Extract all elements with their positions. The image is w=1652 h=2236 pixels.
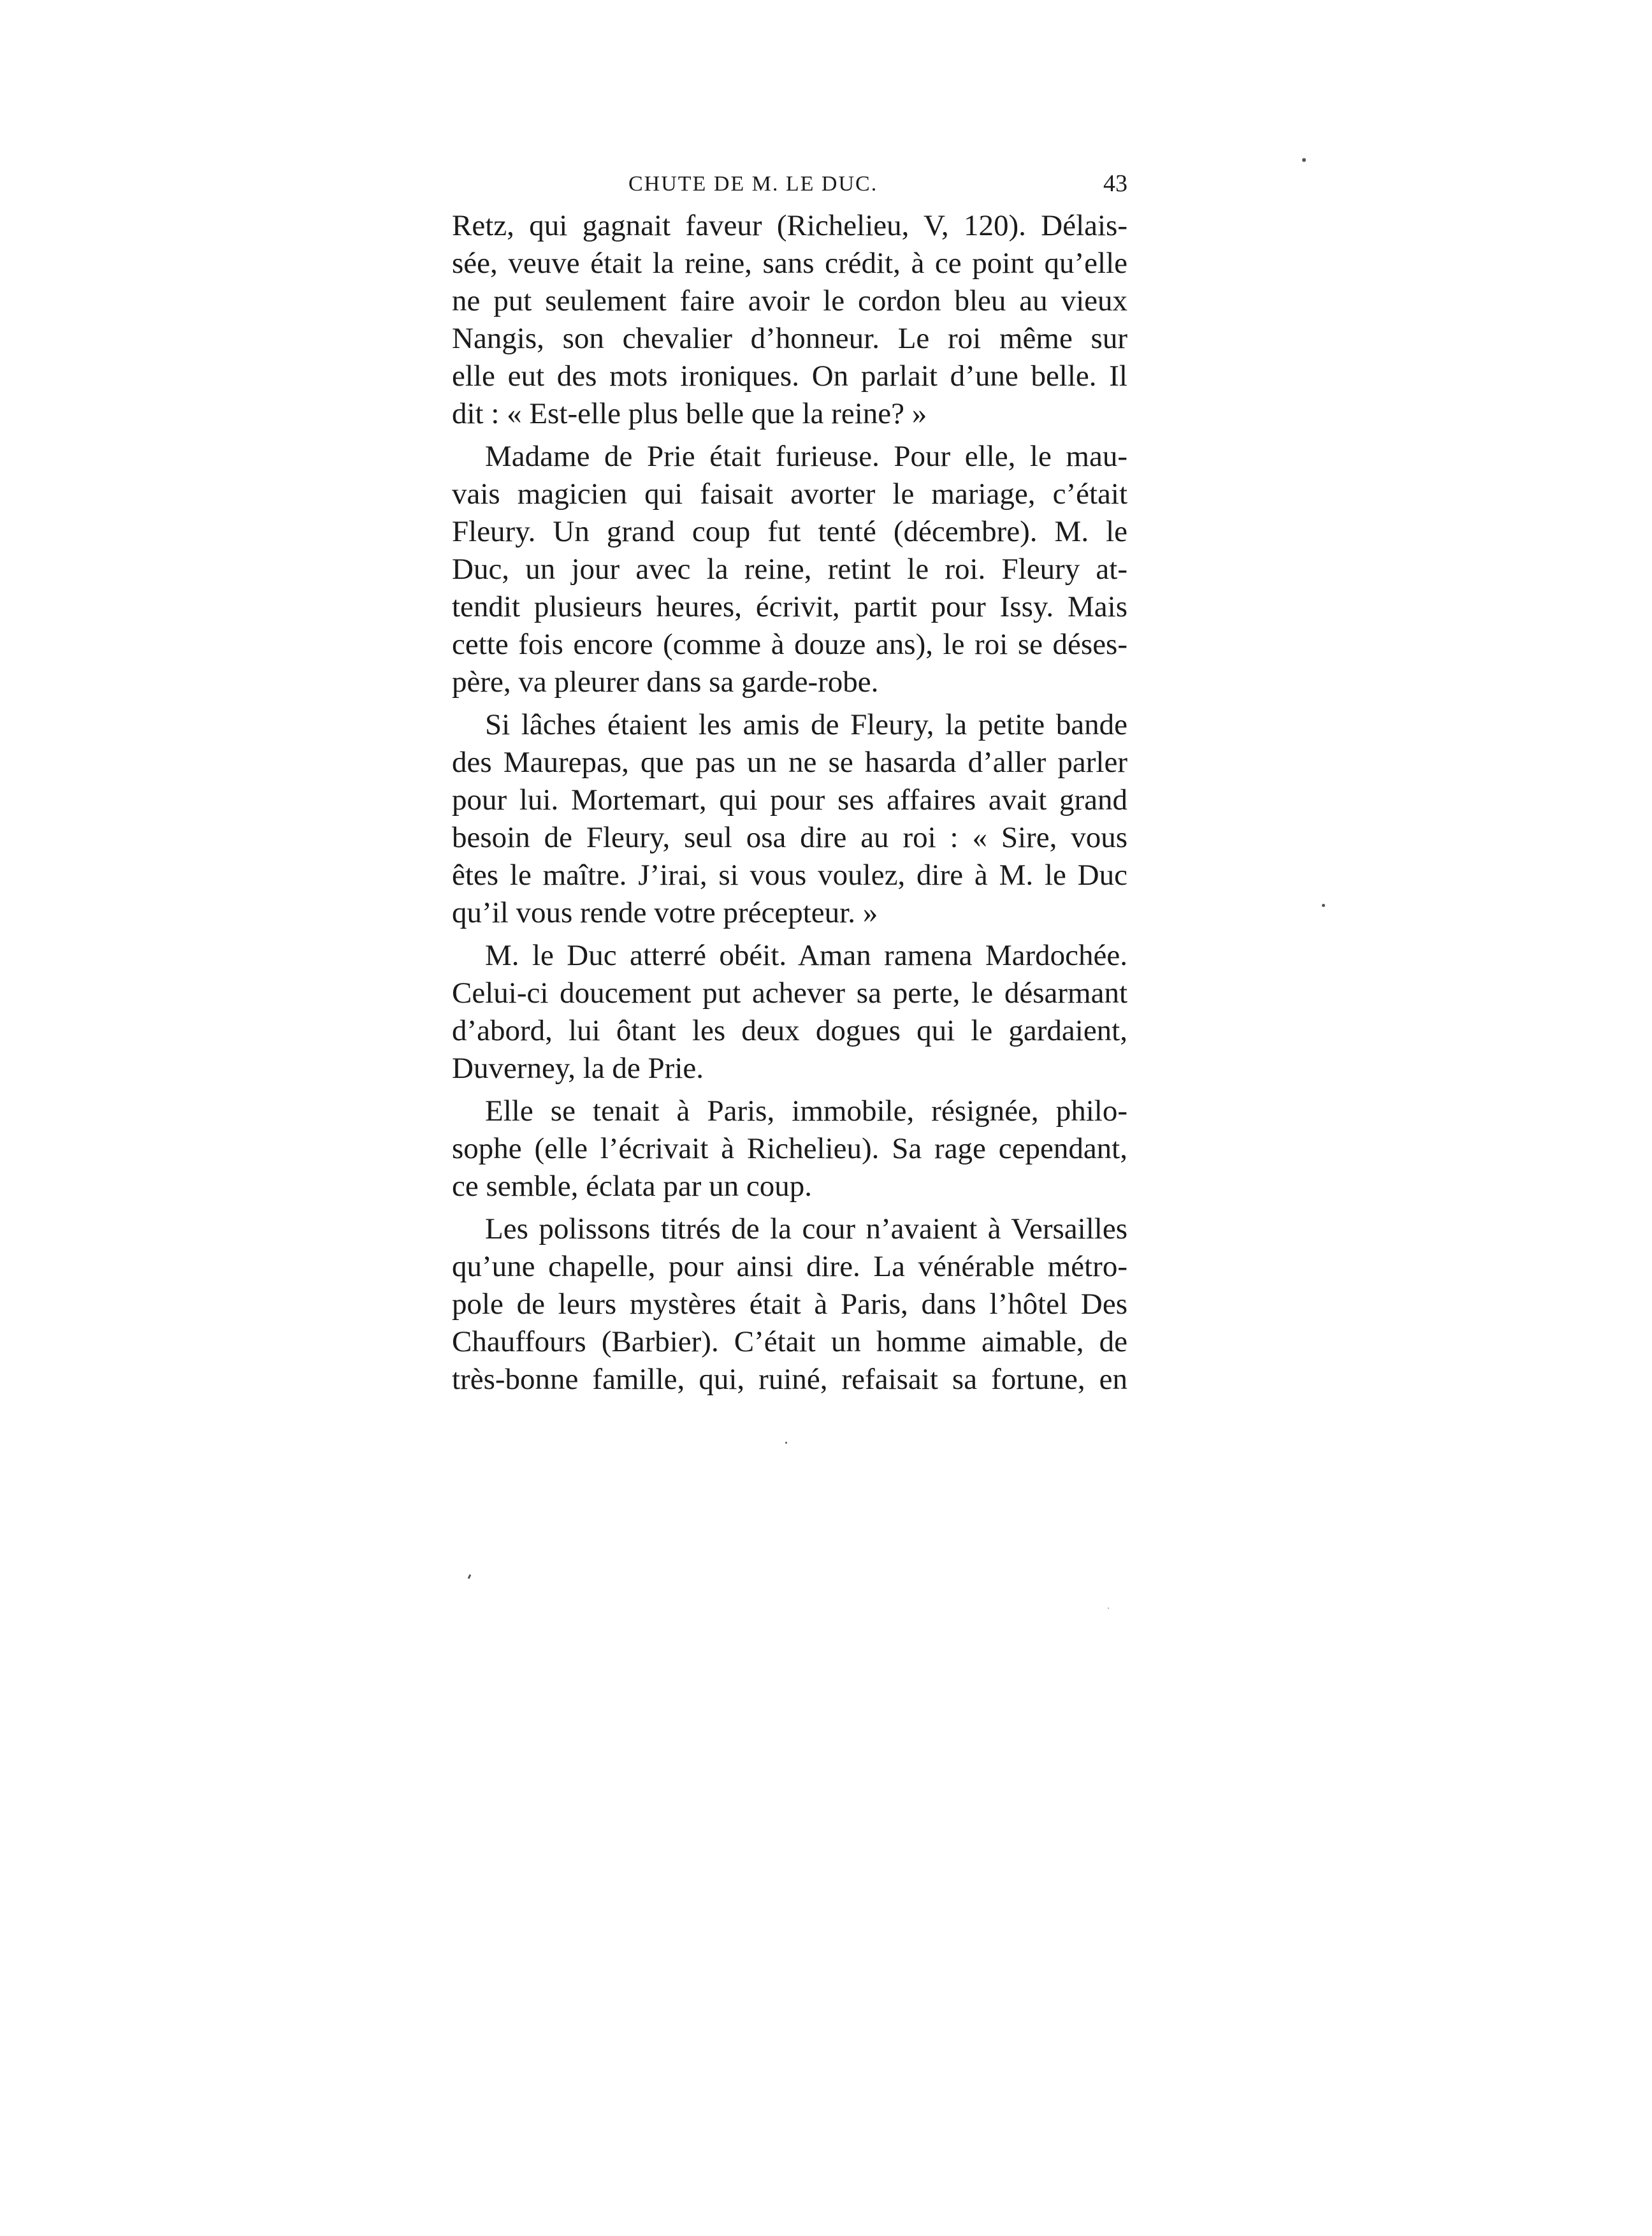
text-line: ne put seulement faire avoir le cordon bleu au vieux — [452, 284, 1127, 317]
text-line: Les polissons titrés de la cour n’avaient à Versailles — [485, 1212, 1127, 1245]
text-line: Elle se tenait à Paris, immobile, résignée, philo- — [485, 1094, 1127, 1128]
body-text — [452, 207, 1127, 1398]
text-line: père, va pleurer dans sa garde-robe. — [452, 665, 879, 699]
text-line: Fleury. Un grand coup fut tenté (décembre). M. le — [452, 515, 1127, 548]
text-line: Madame de Prie était furieuse. Pour elle, le mau- — [485, 440, 1127, 473]
text-line: d’abord, lui ôtant les deux dogues qui le gardaient, — [452, 1014, 1127, 1047]
running-title: CHUTE DE M. LE DUC. — [628, 172, 878, 196]
text-line: vais magicien qui faisait avorter le mariage, c’était — [452, 477, 1127, 511]
scan-speck — [1302, 158, 1306, 162]
scan-speck — [1322, 904, 1325, 907]
text-line: Nangis, son chevalier d’honneur. Le roi même sur — [452, 322, 1127, 355]
page-header — [452, 167, 1127, 205]
text-line: Duverney, la de Prie. — [452, 1052, 704, 1085]
text-line: elle eut des mots ironiques. On parlait d’une belle. Il — [452, 359, 1127, 393]
text-line: très-bonne famille, qui, ruiné, refaisait sa fortune, en — [452, 1363, 1127, 1396]
text-line: pour lui. Mortemart, qui pour ses affaires avait grand — [452, 783, 1127, 817]
text-line: Celui-ci doucement put achever sa perte, le désarmant — [452, 976, 1127, 1010]
text-line: tendit plusieurs heures, écrivit, partit pour Issy. Mais — [452, 590, 1127, 623]
text-line: qu’une chapelle, pour ainsi dire. La vénérable métro- — [452, 1250, 1127, 1283]
text-line: êtes le maître. J’irai, si vous voulez, dire à M. le Duc — [452, 859, 1127, 892]
text-line: Chauffours (Barbier). C’était un homme aimable, de — [452, 1325, 1127, 1358]
text-line: besoin de Fleury, seul osa dire au roi : « Sire, vous — [452, 821, 1127, 854]
scan-speck — [1108, 1608, 1109, 1609]
text-line: dit : « Est-elle plus belle que la reine? » — [452, 397, 927, 430]
text-line: cette fois encore (comme à douze ans), le roi se déses- — [452, 628, 1127, 661]
text-line: ce semble, éclata par un coup. — [452, 1170, 813, 1203]
text-line: sophe (elle l’écrivait à Richelieu). Sa rage cependant, — [452, 1132, 1127, 1165]
page-number: 43 — [1103, 170, 1127, 197]
text-line: Duc, un jour avec la reine, retint le roi. Fleury at- — [452, 553, 1127, 586]
text-line: qu’il vous rende votre précepteur. » — [452, 896, 878, 929]
scan-speck — [468, 1574, 472, 1579]
text-line: Si lâches étaient les amis de Fleury, la petite bande — [485, 708, 1127, 741]
text-line: sée, veuve était la reine, sans crédit, à ce point qu’elle — [452, 247, 1127, 280]
text-line: des Maurepas, que pas un ne se hasarda d’aller parler — [452, 746, 1127, 779]
text-line: Retz, qui gagnait faveur (Richelieu, V, 120). Délais- — [452, 209, 1127, 242]
scan-speck — [785, 1442, 787, 1444]
text-line: M. le Duc atterré obéit. Aman ramena Mardochée. — [485, 939, 1127, 972]
text-line: pole de leurs mystères était à Paris, dans l’hôtel Des — [452, 1288, 1127, 1321]
